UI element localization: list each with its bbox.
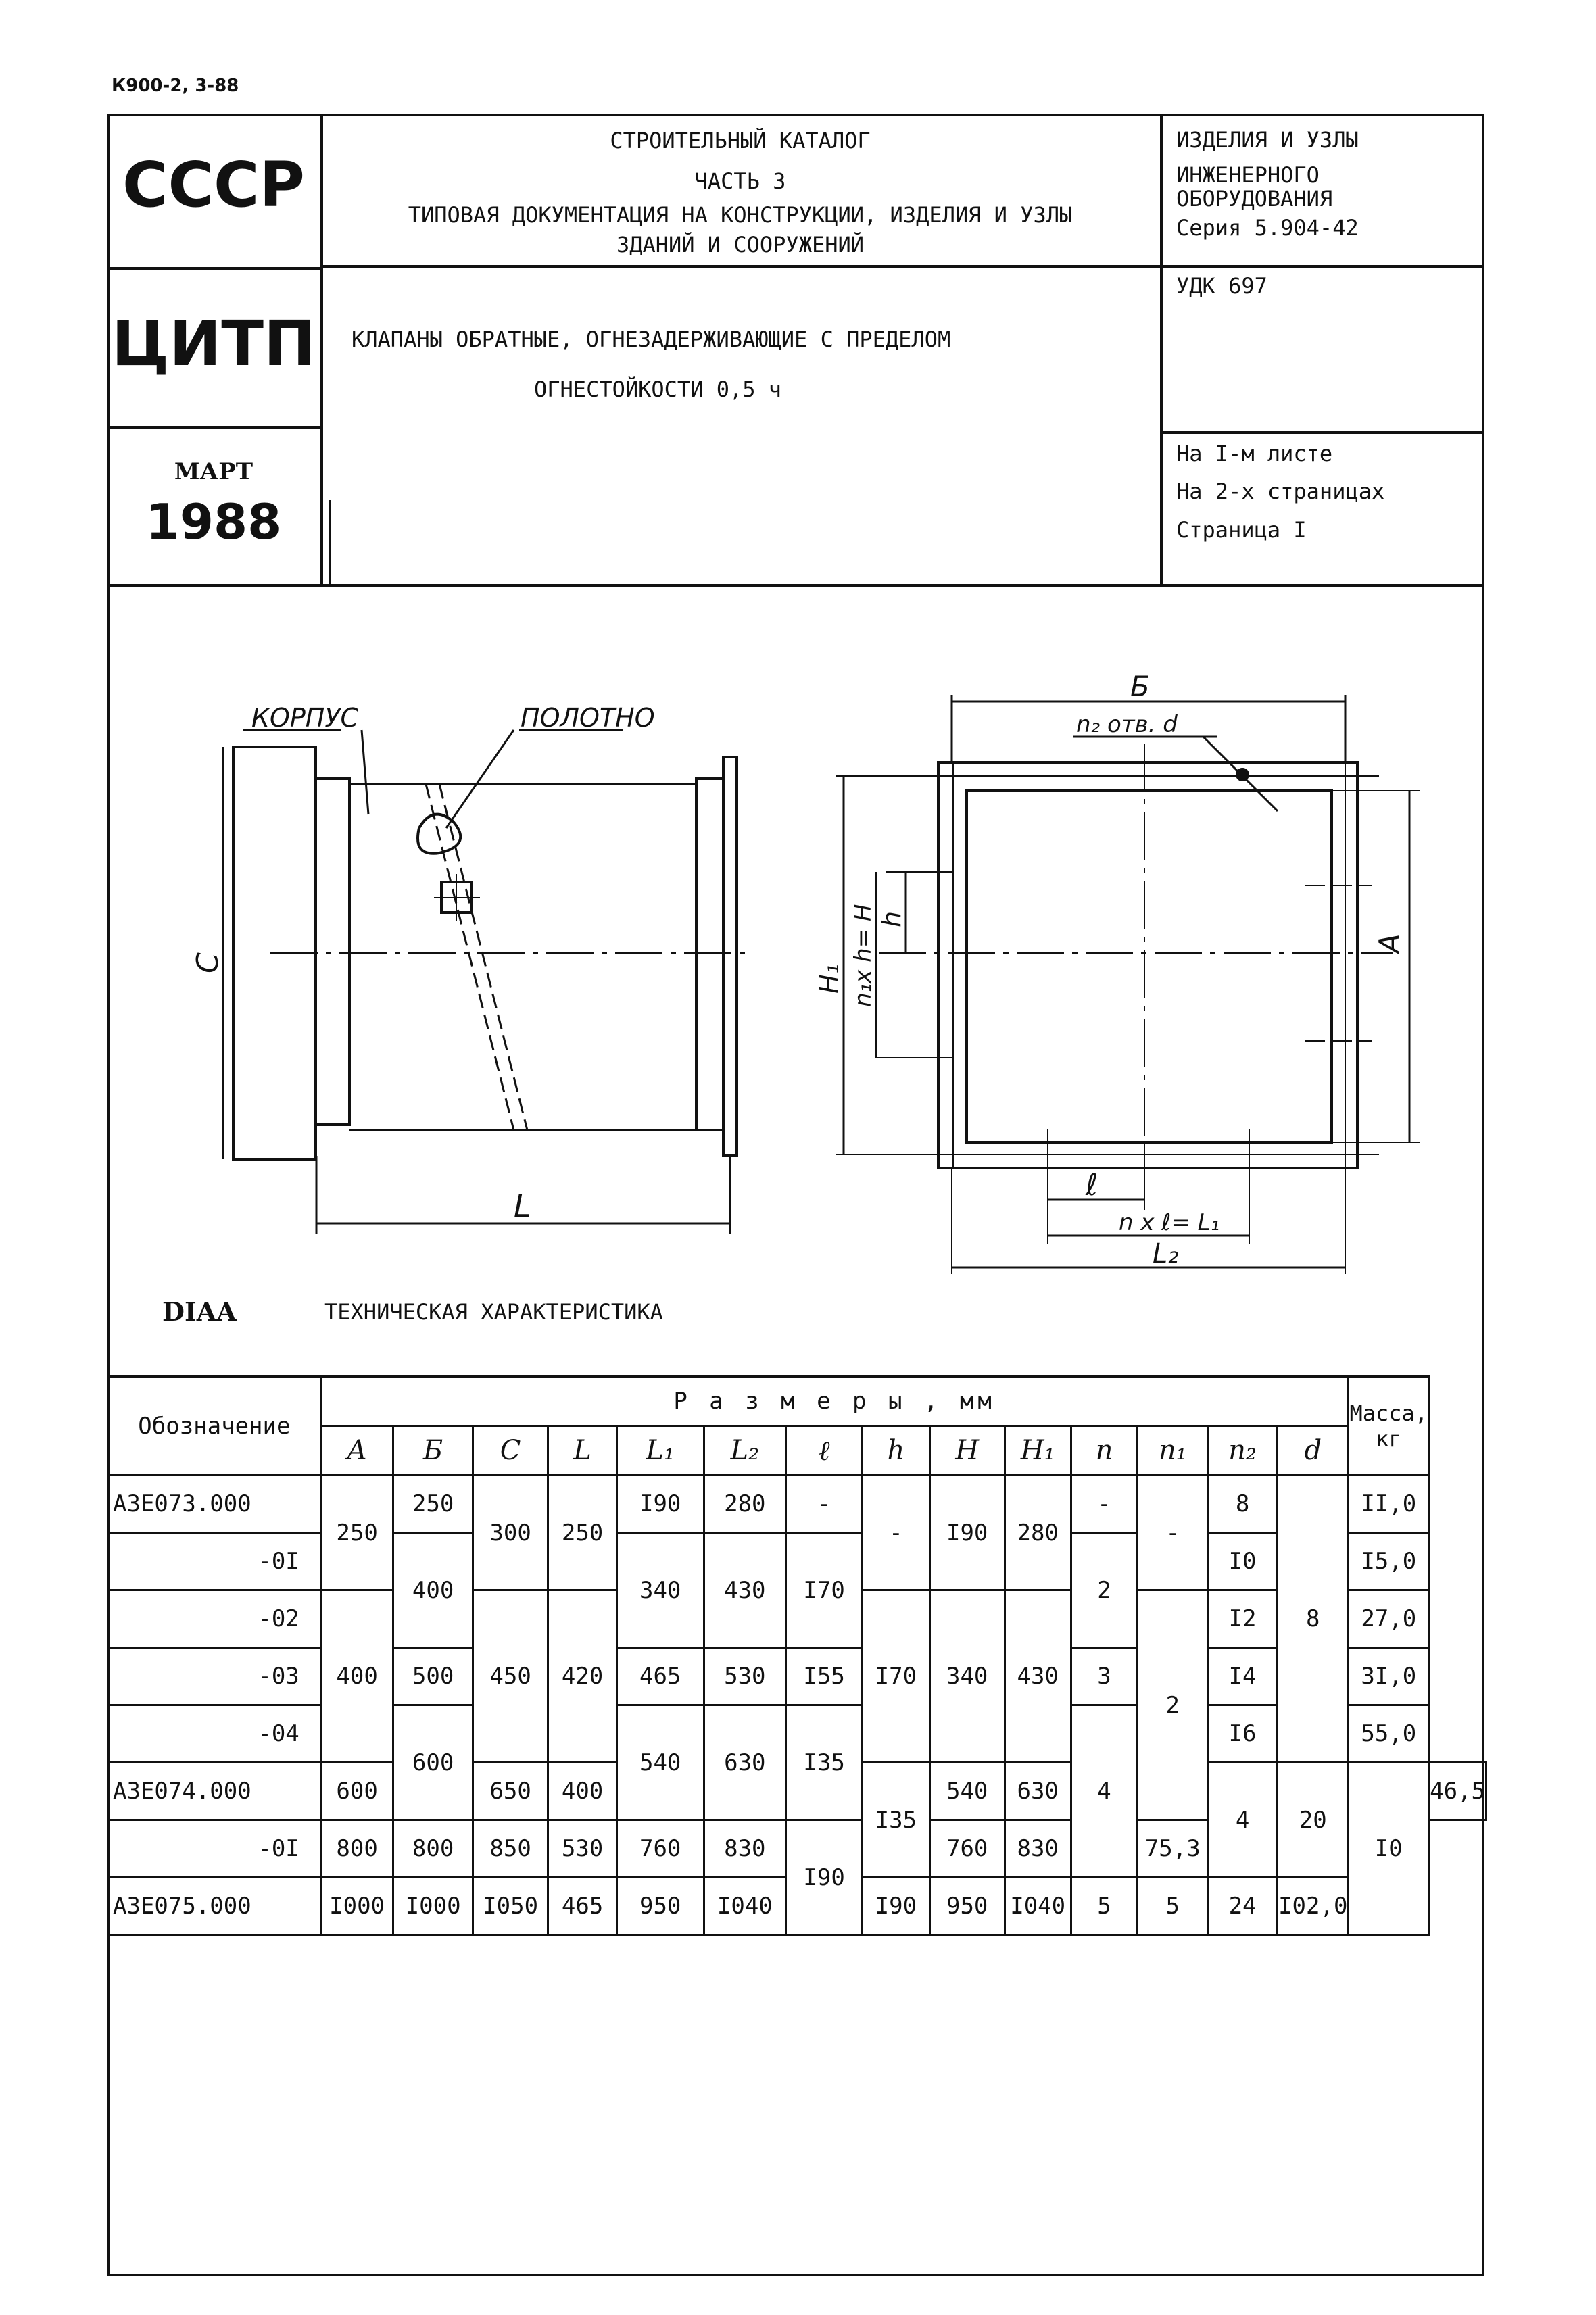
dim-nh: n₁x h= H xyxy=(850,904,877,1007)
col-l: L xyxy=(548,1426,616,1476)
cell-designation: -0I xyxy=(108,1533,321,1590)
cell-l-small: I35 xyxy=(786,1705,863,1820)
cell-designation: -04 xyxy=(108,1705,321,1763)
cell-l1: I90 xyxy=(616,1476,704,1533)
cell-designation: -02 xyxy=(108,1590,321,1648)
cell-h-big: 540 xyxy=(929,1763,1005,1820)
cell-l: 420 xyxy=(548,1590,616,1763)
label-blade: ПОЛОТНО xyxy=(521,703,655,733)
cell-n: 3 xyxy=(1071,1648,1138,1705)
header-mass: Масса, кг xyxy=(1349,1377,1429,1476)
cell-n2: I0 xyxy=(1208,1533,1278,1590)
table-title: ТЕХНИЧЕСКАЯ ХАРАКТЕРИСТИКА xyxy=(324,1299,663,1325)
col-n2: n₂ xyxy=(1208,1426,1278,1476)
cell-n: 5 xyxy=(1071,1878,1138,1935)
cell-n: - xyxy=(1071,1476,1138,1533)
cell-designation: А3Е075.000 xyxy=(108,1878,321,1935)
cell-n: 2 xyxy=(1071,1533,1138,1648)
cell-h-big: 760 xyxy=(929,1820,1005,1878)
catalog-subtitle-2: ЗДАНИЙ И СООРУЖЕНИЙ xyxy=(616,232,865,258)
cell-mass: I02,0 xyxy=(1278,1878,1349,1935)
cell-c: 650 xyxy=(473,1763,548,1820)
cell-c: 300 xyxy=(473,1476,548,1590)
cell-h-big: 340 xyxy=(929,1590,1005,1763)
cell-l1: 950 xyxy=(616,1878,704,1935)
cell-c: 450 xyxy=(473,1590,548,1763)
catalog-part: ЧАСТЬ 3 xyxy=(694,168,786,194)
cell-h1: 630 xyxy=(1005,1763,1071,1820)
cell-h: I35 xyxy=(863,1763,929,1878)
dim-l2: L₂ xyxy=(1153,1238,1179,1269)
dim-a: A xyxy=(1373,933,1406,953)
catalog-title: СТРОИТЕЛЬНЫЙ КАТАЛОГ xyxy=(610,128,871,153)
cell-mass: 46,5 xyxy=(1429,1763,1486,1820)
cell-designation: -0I xyxy=(108,1820,321,1878)
side-view-drawing xyxy=(223,730,750,1234)
col-a: A xyxy=(320,1426,393,1476)
cell-l: 465 xyxy=(548,1878,616,1935)
cell-b: 400 xyxy=(393,1533,473,1648)
dim-nl: n x ℓ= L₁ xyxy=(1119,1209,1220,1236)
dim-l: L xyxy=(514,1188,531,1224)
cell-c: I050 xyxy=(473,1878,548,1935)
cell-l2: 280 xyxy=(704,1476,785,1533)
cell-a: I000 xyxy=(320,1878,393,1935)
cell-l2: 530 xyxy=(704,1648,785,1705)
col-l-small: ℓ xyxy=(786,1426,863,1476)
cell-d: 8 xyxy=(1278,1476,1349,1763)
cell-designation: А3Е074.000 xyxy=(108,1763,321,1820)
document-title-1: КЛАПАНЫ ОБРАТНЫЕ, ОГНЕЗАДЕРЖИВАЮЩИЕ С ПРЕДЕЛОМ xyxy=(352,326,951,352)
cell-h1: I040 xyxy=(1005,1878,1071,1935)
col-n: n xyxy=(1071,1426,1138,1476)
cell-l2: 430 xyxy=(704,1533,785,1648)
cell-h: I90 xyxy=(863,1878,929,1935)
dim-c: C xyxy=(191,952,225,973)
category-line-2: ИНЖЕНЕРНОГО xyxy=(1176,162,1320,188)
org-ussr: СССР xyxy=(122,149,305,221)
cell-n1: 5 xyxy=(1138,1878,1208,1935)
cell-designation: А3Е073.000 xyxy=(108,1476,321,1533)
cell-n2: 24 xyxy=(1208,1878,1278,1935)
cell-l1: 340 xyxy=(616,1533,704,1648)
cell-a: 250 xyxy=(320,1476,393,1590)
cell-mass: 75,3 xyxy=(1138,1820,1208,1878)
cell-n: 4 xyxy=(1071,1705,1138,1878)
cell-l1: 760 xyxy=(616,1820,704,1878)
cell-b: 250 xyxy=(393,1476,473,1533)
dim-b: Б xyxy=(1130,670,1150,703)
cell-l: 250 xyxy=(548,1476,616,1590)
cell-a: 400 xyxy=(320,1590,393,1763)
cell-a: 600 xyxy=(320,1763,393,1820)
cell-l2: I040 xyxy=(704,1878,785,1935)
table-row xyxy=(108,1476,1486,1533)
cell-n1: - xyxy=(1138,1476,1208,1590)
cell-n2: 20 xyxy=(1278,1763,1349,1878)
cell-l-small: - xyxy=(786,1476,863,1533)
cell-l-small: I55 xyxy=(786,1648,863,1705)
cell-h-big: I90 xyxy=(929,1476,1005,1590)
cell-l: 400 xyxy=(548,1763,616,1820)
cell-n1: 4 xyxy=(1208,1763,1278,1878)
cell-mass: 27,0 xyxy=(1349,1590,1429,1648)
cell-a: 800 xyxy=(320,1820,393,1878)
cell-h: - xyxy=(863,1476,929,1590)
col-l2: L₂ xyxy=(704,1426,785,1476)
document-title-2: ОГНЕСТОЙКОСТИ 0,5 ч xyxy=(534,376,782,402)
table-code: DIAA xyxy=(162,1296,237,1327)
cell-h1: 830 xyxy=(1005,1820,1071,1878)
dim-h: h xyxy=(877,910,906,927)
col-d: d xyxy=(1278,1426,1349,1476)
cell-b: 600 xyxy=(393,1705,473,1820)
cell-mass: 55,0 xyxy=(1349,1705,1429,1763)
cell-mass: I5,0 xyxy=(1349,1533,1429,1590)
col-c: C xyxy=(473,1426,548,1476)
udk-code: УДК 697 xyxy=(1176,273,1267,299)
issue-year: 1988 xyxy=(145,493,282,550)
cell-designation: -03 xyxy=(108,1648,321,1705)
holes-note: n₂ отв. d xyxy=(1076,711,1178,738)
cell-l2: 630 xyxy=(704,1705,785,1820)
cell-l1: 540 xyxy=(616,1705,704,1820)
header-designation: Обозначение xyxy=(108,1377,321,1476)
cell-l-small: I90 xyxy=(786,1820,863,1935)
col-h: h xyxy=(863,1426,929,1476)
specification-table xyxy=(107,1375,1487,1936)
issue-month: МАРТ xyxy=(174,458,253,485)
col-n1: n₁ xyxy=(1138,1426,1208,1476)
cell-n2: I6 xyxy=(1208,1705,1278,1763)
cell-h1: 430 xyxy=(1005,1590,1071,1763)
cell-n1: 2 xyxy=(1138,1590,1208,1820)
cell-h-big: 950 xyxy=(929,1878,1005,1935)
front-view-drawing xyxy=(836,695,1420,1274)
cell-l-small: I70 xyxy=(786,1533,863,1648)
cell-n2: I2 xyxy=(1208,1590,1278,1648)
dim-l-small: ℓ xyxy=(1086,1168,1098,1202)
org-citp: ЦИТП xyxy=(111,308,316,380)
document-code: К900-2, 3-88 xyxy=(112,76,239,96)
cell-l2: 830 xyxy=(704,1820,785,1878)
dim-h1: H₁ xyxy=(815,964,844,994)
category-line-3: ОБОРУДОВАНИЯ xyxy=(1176,186,1333,212)
cell-h1: 280 xyxy=(1005,1476,1071,1590)
col-h1: H₁ xyxy=(1005,1426,1071,1476)
sheet-info-1: На I-м листе xyxy=(1176,441,1333,466)
cell-b: I000 xyxy=(393,1878,473,1935)
col-h-big: H xyxy=(929,1426,1005,1476)
cell-mass: II,0 xyxy=(1349,1476,1429,1533)
cell-mass: 3I,0 xyxy=(1349,1648,1429,1705)
header-dimensions: Р а з м е р ы , мм xyxy=(320,1377,1349,1426)
category-line-1: ИЗДЕЛИЯ И УЗЛЫ xyxy=(1176,127,1359,153)
catalog-subtitle-1: ТИПОВАЯ ДОКУМЕНТАЦИЯ НА КОНСТРУКЦИИ, ИЗДЕЛИЯ И УЗЛЫ xyxy=(408,202,1073,228)
col-b: Б xyxy=(393,1426,473,1476)
cell-l1: 465 xyxy=(616,1648,704,1705)
sheet-info-2: На 2-х страницах xyxy=(1176,479,1385,504)
label-body: КОРПУС xyxy=(251,703,359,733)
cell-b: 500 xyxy=(393,1648,473,1705)
cell-h: I70 xyxy=(863,1590,929,1763)
cell-n2: I4 xyxy=(1208,1648,1278,1705)
cell-c: 850 xyxy=(473,1820,548,1878)
col-l1: L₁ xyxy=(616,1426,704,1476)
cell-d: I0 xyxy=(1349,1763,1429,1935)
series-number: Серия 5.904-42 xyxy=(1176,215,1359,241)
sheet-info-3: Страница I xyxy=(1176,517,1307,543)
cell-n2: 8 xyxy=(1208,1476,1278,1533)
cell-b: 800 xyxy=(393,1820,473,1878)
cell-l: 530 xyxy=(548,1820,616,1878)
